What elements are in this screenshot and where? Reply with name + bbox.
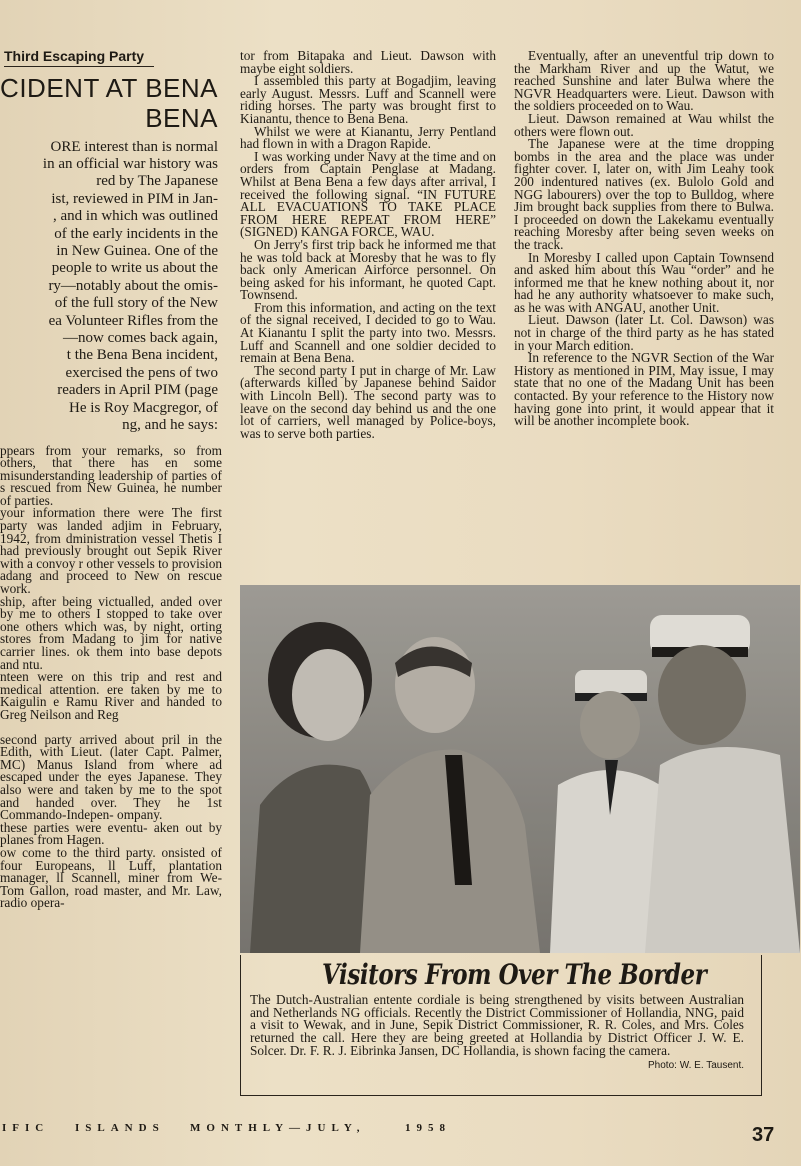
- lead-line: in New Guinea. One of the: [56, 243, 218, 260]
- lead-line: in an official war history was: [42, 156, 218, 172]
- lead-line: red by The Japanese: [96, 173, 218, 190]
- paragraph: ow come to the third party. onsisted of four Europeans, ll Luff, plantation manager, ll Scannell, miner from We- Tom Gallon, road master, and Mr. Law, radio opera-: [0, 844, 222, 911]
- paragraph: I assembled this party at Bogadjim, leaving early August. Messrs. Luff and Scannell were riding horses. The party was brought first to Kianantu, thence to Bena Bena.: [240, 73, 496, 126]
- paragraph: In Moresby I called upon Captain Townsend and asked him about this Wau “order” and he informed me that he knew nothing about it, nor had he any authority whatsoever to make such, as he was with ANGAU, another Unit.: [514, 249, 774, 315]
- lead-line: ng, and he says:: [122, 417, 218, 434]
- lead-line: —now comes back again,: [63, 330, 218, 347]
- lead-line: ORE interest than is normal: [50, 138, 218, 155]
- footer-masthead-mid: ISLANDS: [75, 1122, 165, 1134]
- article-kicker: Third Escaping Party: [4, 50, 154, 67]
- photo-title: Visitors From Over The Border: [322, 958, 707, 991]
- paragraph: The Japanese were at the time dropping bombs in the area and the place was under fighter cover. I, later on, with Jim Leahy took 200 indentured natives (ex. Bulolo Gold and NGG labourers) over the top to Bulldog, where Jim brought back supplies from there to Bulwa. I proceeded on down the Lakekamu eventually reaching Moresby after being seven weeks on the track.: [514, 136, 774, 252]
- article-headline: CIDENT AT BENA BENA: [0, 72, 218, 133]
- paragraph: Lieut. Dawson remained at Wau whilst the others were flown out.: [514, 110, 774, 139]
- lead-line: of the full story of the New: [54, 295, 218, 312]
- article-body-col1: [0, 442, 222, 911]
- paragraph: second party arrived about pril in the Edith, with Lieut. (later Capt. Palmer, MC) Manus Island from where ad escaped under the eyes Japanese. They also were and taken by me to the spot and handed over. They he 1st Commando-Indepen- ompany.: [0, 731, 222, 823]
- photo-caption: [250, 994, 744, 1072]
- lead-line: people to write us about the: [51, 260, 218, 277]
- lead-line: , and in which was outlined: [53, 208, 218, 225]
- footer-masthead-issue: MONTHLY—JULY,: [190, 1122, 366, 1134]
- paragraph: your information there were The first party was landed adjim in February, 1942, from dministration vessel Thetis I had previously brought out Sepik River with a convoy r other vessels to provision adang and proceed to New on rescue work.: [0, 505, 222, 597]
- paragraph: these parties were eventu- aken out by planes from Hagen.: [0, 819, 222, 848]
- footer-masthead-start: IFIC: [2, 1122, 50, 1134]
- paragraph: I was working under Navy at the time and on orders from Captain Penglase at Madang. Whilst at Bena Bena a few days after arrival, I received the following signal. “IN FUTURE ALL EVACUATIONS TO TAKE PLACE FROM HERE REPEAT FROM HERE” (SIGNED) KANGA FORCE, WAU.: [240, 148, 496, 240]
- lead-line: He is Roy Macgregor, of: [69, 399, 218, 416]
- paragraph: ppears from your remarks, so from others, that there has en some misunderstanding leadership of parties of s rescued from New Guinea, he number of parties.: [0, 442, 222, 508]
- lead-line: of the early incidents in the: [54, 225, 218, 242]
- lead-line: t the Bena Bena incident,: [66, 347, 218, 364]
- article-column-2: [240, 50, 496, 440]
- lead-line: ea Volunteer Rifles from the: [48, 312, 218, 329]
- lead-line: ry—notably about the omis-: [48, 277, 218, 294]
- lead-line: exercised the pens of two: [65, 364, 218, 381]
- caption-text: The Dutch-Australian entente cordiale is being strengthened by visits between Australian and Netherlands NG officials. Recently the District Commissioner of Hollandia, NNG, paid a visit to Wewak, and in June, Sepik District Commissioner, R. R. Coles, and Mrs. Coles returned the call. Here they are being greeted at Hollandia by District Officer J. W. E. Solcer. Dr. F. R. J. Eibrinka Jansen, DC Hollandia, is shown facing the camera.: [250, 992, 744, 1058]
- paragraph: Eventually, after an uneventful trip down to the Markham River and up the Watut, we reached Sunshine and later Bulwa where the NGVR Headquarters were. Lieut. Dawson with the soldiers proceeded on to Wau.: [514, 48, 774, 114]
- paragraph: tor from Bitapaka and Lieut. Dawson with maybe eight soldiers.: [240, 48, 496, 76]
- photo-credit: Photo: W. E. Tausent.: [648, 1059, 744, 1071]
- paragraph: ship, after being victualled, anded over by me to others I stopped to take over one others which was, by night, orting stores from Madang to jim for native carrier lines. ok them into base depots and ntu.: [0, 593, 222, 672]
- lead-line: ist, reviewed in PIM in Jan-: [51, 190, 218, 207]
- article-column-3: [514, 50, 774, 428]
- paragraph: nteen were on this trip and rest and medical attention. ere taken by me to Kaigulin e Ramu River and handed to Greg Neilson and Reg: [0, 669, 222, 722]
- paragraph: The second party I put in charge of Mr. Law (afterwards killed by Japanese behind Saidor with Lincoln Bell). The second party was to leave on the second day behind us and the one lot of carriers, well managed by Police-boys, was to serve both parties.: [240, 362, 496, 441]
- footer-year: 1958: [405, 1122, 451, 1134]
- article-column-1: [0, 50, 222, 910]
- lead-line: readers in April PIM (page: [57, 382, 218, 399]
- paragraph: Whilst we were at Kianantu, Jerry Pentland had flown in with a Dragon Rapide.: [240, 123, 496, 152]
- news-photograph: [240, 585, 800, 953]
- article-lead: [0, 139, 218, 435]
- page-number: 37: [752, 1124, 775, 1146]
- paragraph: In reference to the NGVR Section of the War History as mentioned in PIM, May issue, I may state that no one of the Madang Unit has been contacted. By your reference to the History now having gone into print, it would appear that it will be another incomplete book.: [514, 350, 774, 429]
- paragraph: Lieut. Dawson (later Lt. Col. Dawson) was not in charge of the third party as he has stated in your March edition.: [514, 312, 774, 353]
- photo-illustration: [240, 585, 800, 953]
- paragraph: On Jerry's first trip back he informed me that he was told back at Moresby that he was to fly back only American Airforce personnel. On being asked for his informant, he quoted Capt. Townsend.: [240, 236, 496, 303]
- paragraph: From this information, and acting on the text of the signal received, I decided to go to Wau. At Kianantu I split the party into two. Messrs. Luff and Scannell and one soldier decided to remain at Bena Bena.: [240, 299, 496, 366]
